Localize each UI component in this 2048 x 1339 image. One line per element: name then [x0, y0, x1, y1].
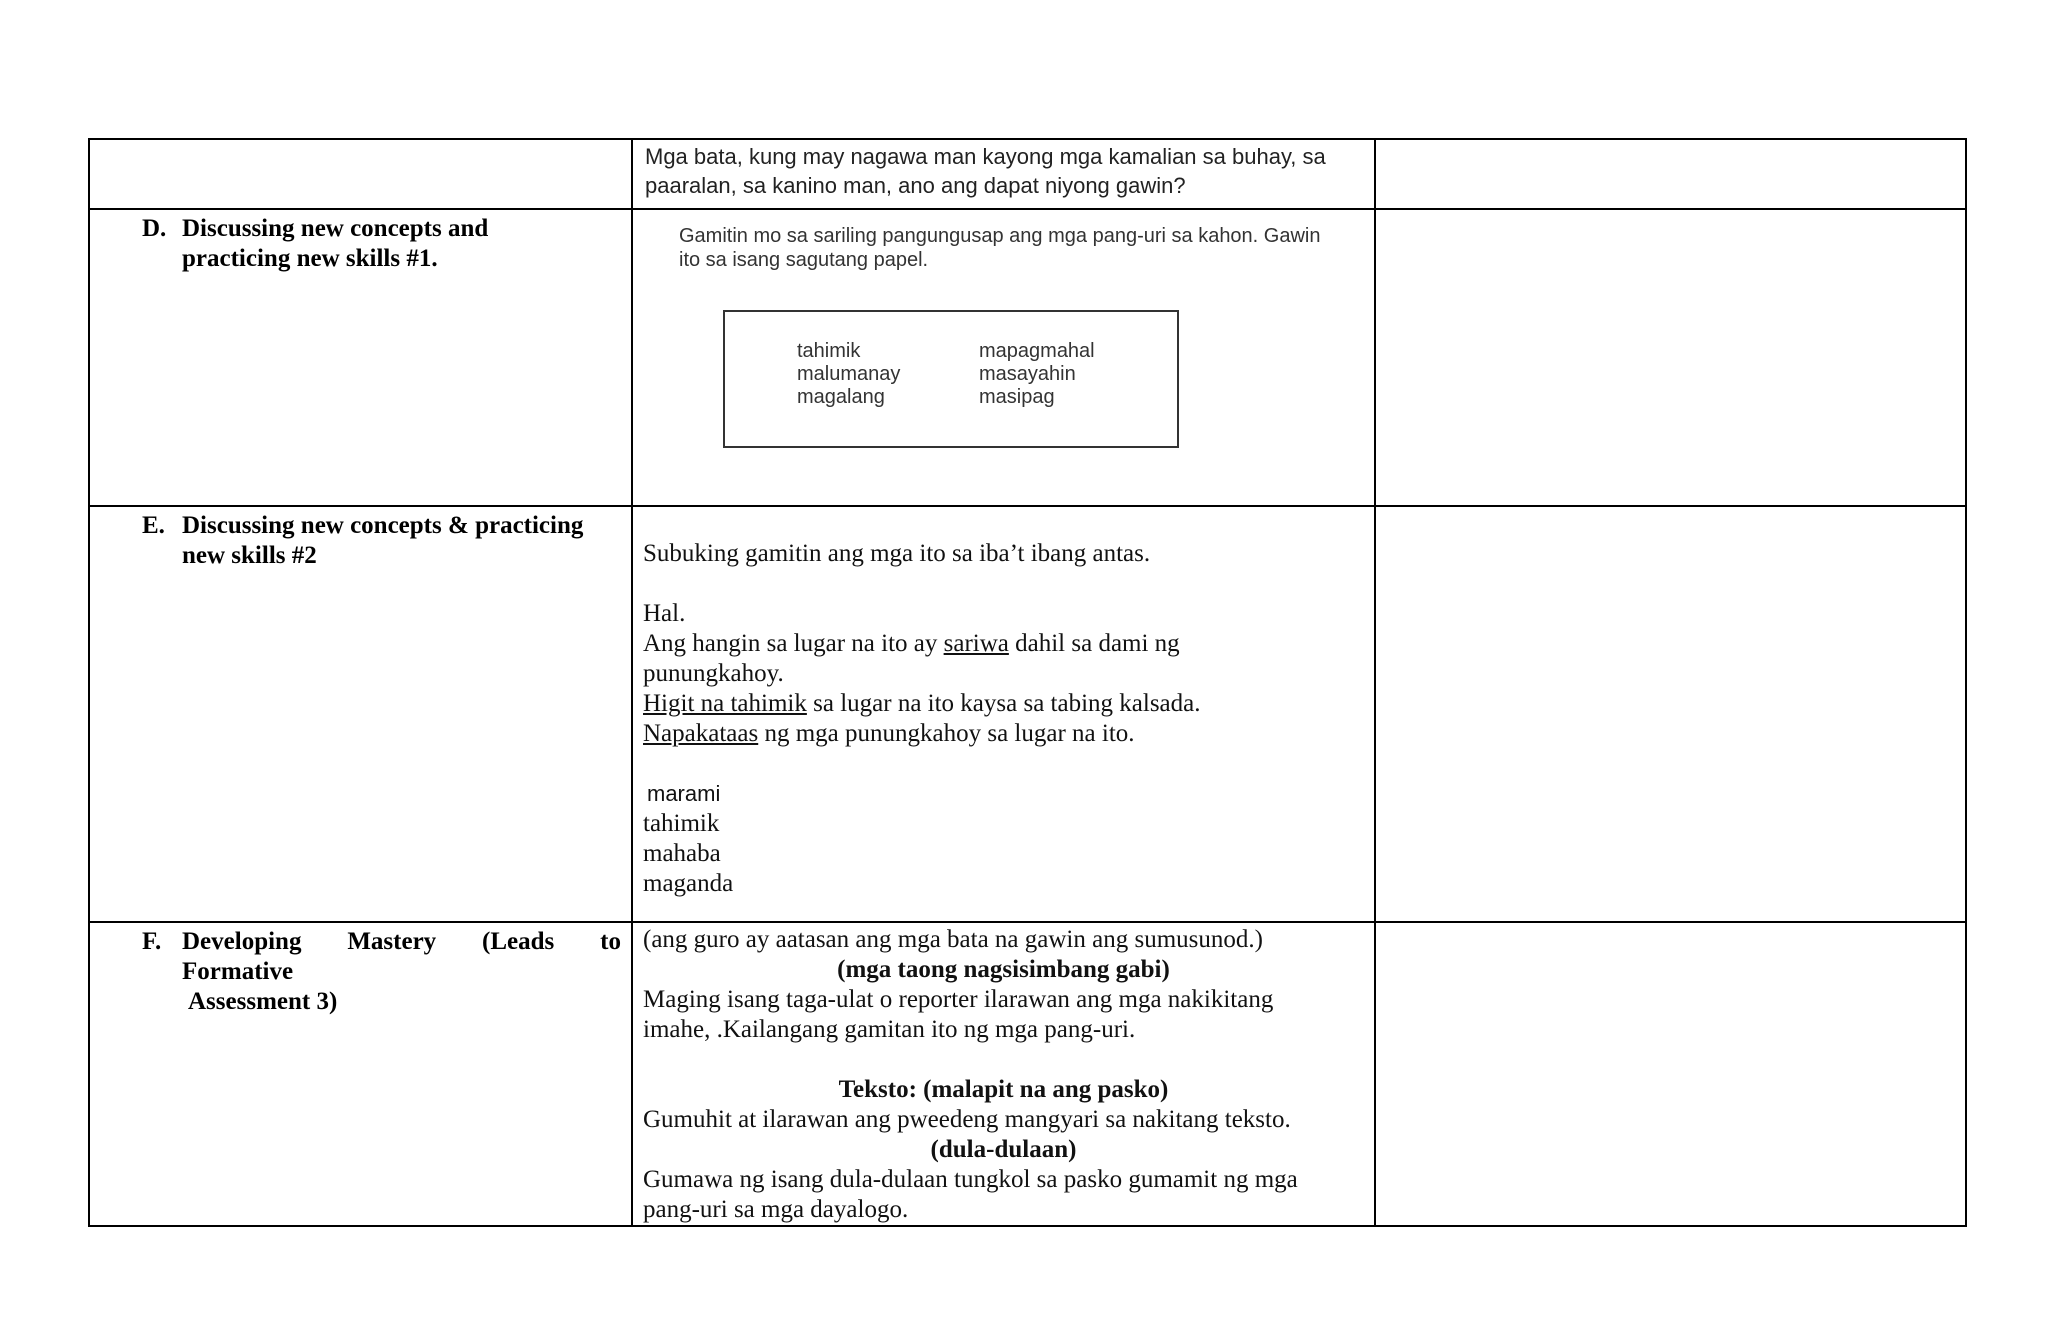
instruction-line: Gumuhit at ilarawan ang pweedeng mangyari sa nakitang teksto.	[643, 1106, 1291, 1133]
word-item: marami	[647, 781, 721, 806]
word-item: masayahin	[979, 363, 1076, 385]
content-cell	[632, 922, 1375, 1226]
label-cell	[89, 506, 632, 922]
row-letter: E.	[142, 512, 165, 539]
instruction-line: Gumawa ng isang dula-dulaan tungkol sa pasko gumamit ng mga	[643, 1166, 1298, 1193]
table-row	[89, 209, 1966, 506]
activity-heading: (mga taong nagsisimbang gabi)	[837, 956, 1170, 983]
example-sentence	[643, 629, 1364, 659]
row-label-line: practicing new skills #1.	[182, 245, 438, 272]
example-text: sa lugar na ito kaysa sa tabing kalsada.	[806, 690, 1201, 717]
word-item: maganda	[643, 870, 734, 897]
instruction-text	[633, 210, 1374, 272]
content-cell	[632, 139, 1375, 209]
word-box	[723, 310, 1179, 448]
word-item: malumanay	[797, 363, 901, 385]
row-label-line	[182, 927, 621, 957]
word-item: tahimik	[643, 810, 720, 837]
activity-heading: Teksto: (malapit na ang pasko)	[838, 1076, 1169, 1103]
example-sentence	[643, 689, 1364, 719]
label-word: (Leads	[482, 928, 555, 955]
text-line: Mga bata, kung may nagawa man kayong mga kamalian sa buhay, sa	[645, 144, 1326, 169]
underlined-adjective: Napakataas	[643, 720, 759, 747]
label-cell	[89, 209, 632, 506]
underlined-adjective: Higit na tahimik	[643, 690, 807, 717]
word-item: magalang	[797, 386, 885, 408]
instruction-line: imahe, .Kailangang gamitan ito ng mga pang-uri.	[643, 1016, 1136, 1043]
instruction-line: Maging isang taga-ulat o reporter ilarawan ang mga nakikitang	[643, 986, 1274, 1013]
lesson-plan-table	[88, 138, 1967, 1227]
example-sentence: punungkahoy.	[643, 660, 784, 687]
table-row	[89, 922, 1966, 1226]
instruction-line: Gamitin mo sa sariling pangungusap ang mga pang-uri sa kahon. Gawin	[679, 225, 1321, 247]
example-text: ng mga punungkahoy sa lugar na ito.	[758, 720, 1135, 747]
example-text: dahil sa dami ng	[1008, 630, 1180, 657]
notes-cell	[1375, 506, 1966, 922]
table-row	[89, 139, 1966, 209]
instruction-line: (ang guro ay aatasan ang mga bata na gawin ang sumusunod.)	[643, 926, 1263, 953]
label-word: to	[600, 928, 621, 955]
example-text: Ang hangin sa lugar na ito ay	[643, 630, 944, 657]
label-word: Developing	[182, 928, 302, 955]
intro-text: Subuking gamitin ang mga ito sa iba’t ibang antas.	[643, 540, 1151, 567]
row-label-line: Discussing new concepts & practicing	[182, 512, 584, 539]
notes-cell	[1375, 922, 1966, 1226]
word-item: tahimik	[797, 340, 861, 362]
instruction-line: ito sa isang sagutang papel.	[679, 249, 929, 271]
example-sentence	[643, 719, 1364, 749]
label-cell	[89, 139, 632, 209]
row-letter: F.	[142, 928, 162, 955]
label-cell	[89, 922, 632, 1226]
row-label-line: Assessment 3)	[188, 988, 338, 1015]
row-letter: D.	[142, 215, 167, 242]
word-item: mahaba	[643, 840, 721, 867]
content-cell	[632, 506, 1375, 922]
content-cell	[632, 209, 1375, 506]
row-label-line: Discussing new concepts and	[182, 215, 489, 242]
word-item: masipag	[979, 386, 1055, 408]
underlined-adjective: sariwa	[943, 630, 1009, 657]
instruction-line: pang-uri sa mga dayalogo.	[643, 1196, 909, 1223]
row-label-line: Formative	[182, 958, 294, 985]
activity-heading: (dula-dulaan)	[930, 1136, 1077, 1163]
label-word: Mastery	[347, 928, 437, 955]
word-item: mapagmahal	[979, 340, 1095, 362]
row-label-line: new skills #2	[182, 542, 317, 569]
example-label: Hal.	[643, 600, 686, 627]
table-row	[89, 506, 1966, 922]
notes-cell	[1375, 209, 1966, 506]
text-line: paaralan, sa kanino man, ano ang dapat niyong gawin?	[645, 173, 1186, 198]
notes-cell	[1375, 139, 1966, 209]
